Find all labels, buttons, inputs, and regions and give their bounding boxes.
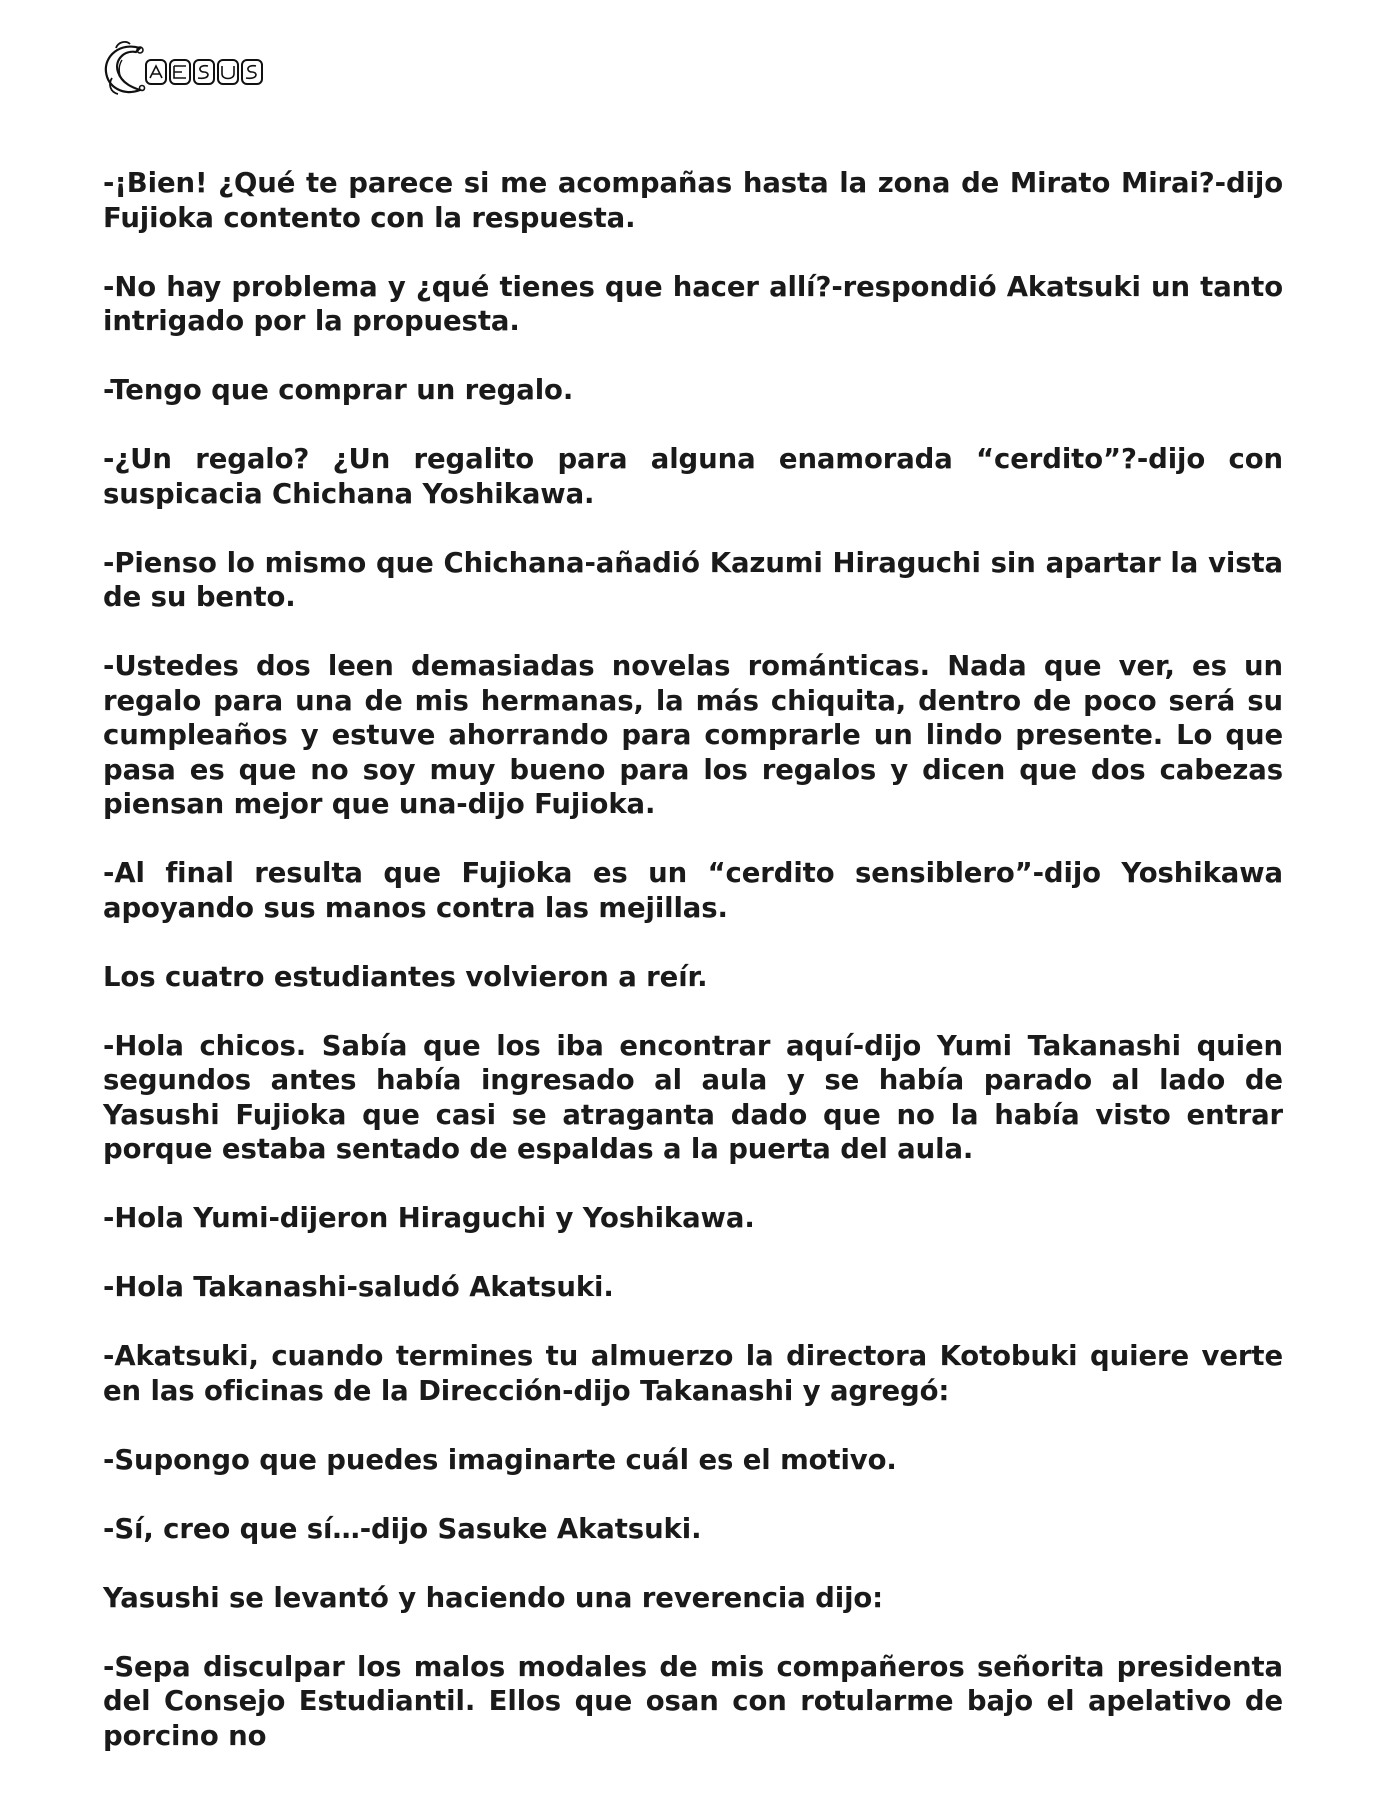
paragraph: -Sí, creo que sí…-dijo Sasuke Akatsuki. bbox=[103, 1512, 702, 1545]
paragraph: -Pienso lo mismo que Chichana-añadió Kazumi Hiraguchi sin apartar la vista de su bento. bbox=[103, 546, 1283, 613]
caesus-logo bbox=[100, 38, 265, 100]
paragraph: Yasushi se levantó y haciendo una reverencia dijo: bbox=[103, 1581, 884, 1614]
paragraph: -Ustedes dos leen demasiadas novelas románticas. Nada que ver, es un regalo para una de mis hermanas, la más chiquita, dentro de poco será su cumpleaños y estuve ahorrando para comprarle un lindo presente. Lo que pasa es que no soy muy bueno para los regalos y dicen que dos cabezas piensan mejor que una-dijo Fujioka. bbox=[103, 650, 1283, 820]
paragraph: -Tengo que comprar un regalo. bbox=[103, 374, 574, 406]
paragraph: -Supongo que puedes imaginarte cuál es el motivo. bbox=[103, 1443, 897, 1476]
paragraph: -¿Un regalo? ¿Un regalito para alguna enamorada “cerdito”?-dijo con suspicacia Chichana Yoshikawa. bbox=[103, 443, 1283, 510]
paragraph: -No hay problema y ¿qué tienes que hacer allí?-respondió Akatsuki un tanto intrigado por la propuesta. bbox=[103, 270, 1283, 337]
paragraph: -¡Bien! ¿Qué te parece si me acompañas hasta la zona de Mirato Mirai?-dijo Fujioka contento con la respuesta. bbox=[103, 167, 1283, 234]
paragraph: -Al final resulta que Fujioka es un “cerdito sensiblero”-dijo Yoshikawa apoyando sus manos contra las mejillas. bbox=[103, 857, 1283, 924]
paragraph: Los cuatro estudiantes volvieron a reír. bbox=[103, 960, 708, 993]
caesus-logo-mark bbox=[100, 38, 265, 100]
paragraph: -Hola Yumi-dijeron Hiraguchi y Yoshikawa. bbox=[103, 1202, 755, 1234]
paragraph: -Akatsuki, cuando termines tu almuerzo la directora Kotobuki quiere verte en las oficinas de la Dirección-dijo Takanashi y agregó: bbox=[103, 1340, 1283, 1407]
paragraph: -Hola chicos. Sabía que los iba encontrar aquí-dijo Yumi Takanashi quien segundos antes había ingresado al aula y se había parado al lado de Yasushi Fujioka que casi se atraganta dado que no la había visto entrar porque estaba sentado de espaldas a la puerta del aula. bbox=[103, 1029, 1283, 1165]
paragraph: -Sepa disculpar los malos modales de mis compañeros señorita presidenta del Consejo Estudiantil. Ellos que osan con rotularme bajo el apelativo de porcino no bbox=[103, 1650, 1283, 1752]
document-body bbox=[103, 166, 1283, 1753]
paragraph: -Hola Takanashi-saludó Akatsuki. bbox=[103, 1271, 614, 1303]
